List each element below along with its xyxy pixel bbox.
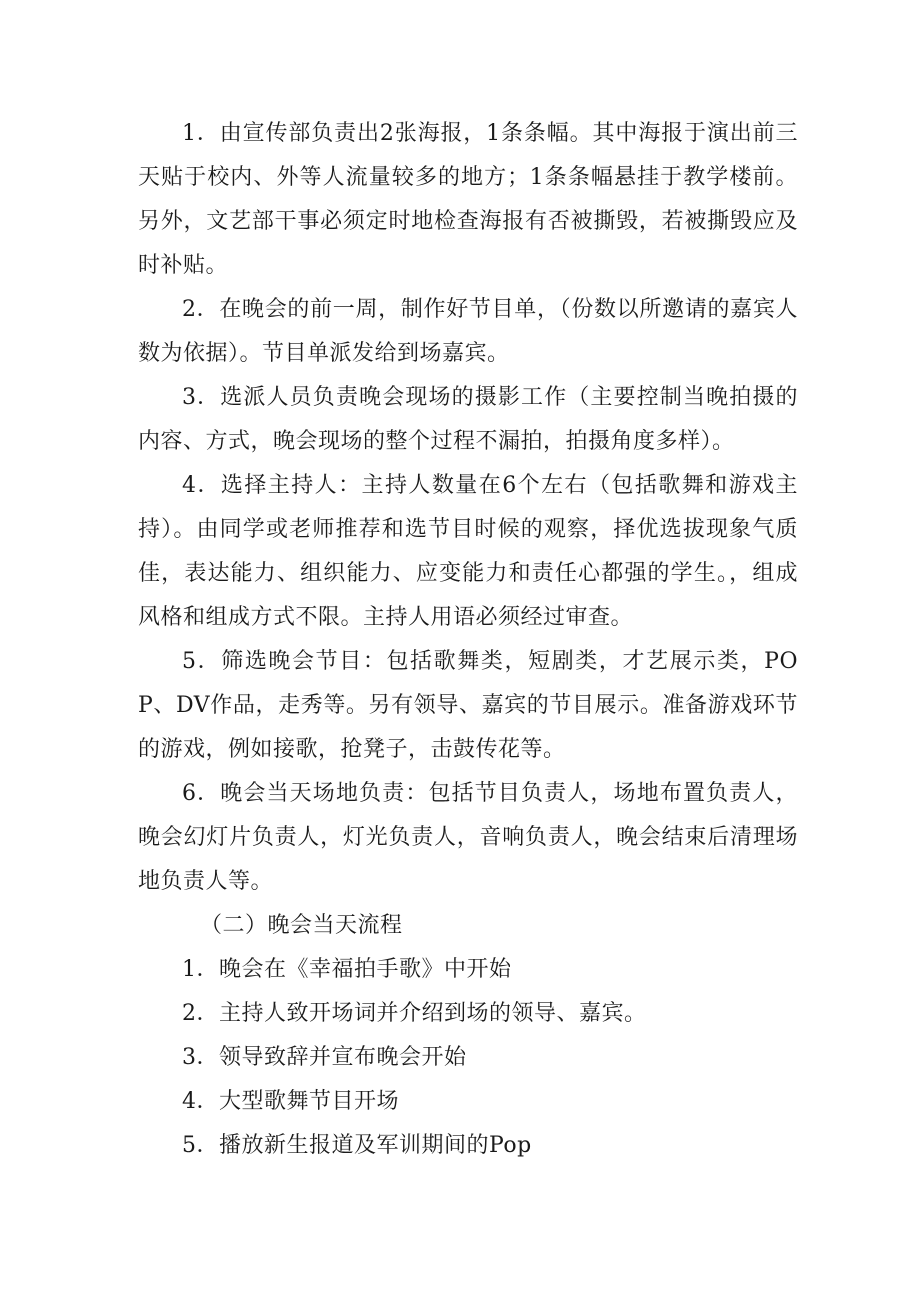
section-title: （二）晚会当天流程 xyxy=(200,913,403,938)
document-page xyxy=(138,112,798,1168)
flow-item-5: 5．播放新生报道及军训期间的Pop xyxy=(182,1133,532,1158)
prep-item-2: 2．在晚会的前一周，制作好节目单，（份数以所邀请的嘉宾人数为依据）。节目单派发给到场嘉宾。 xyxy=(138,297,798,366)
flow-item-4: 4．大型歌舞节目开场 xyxy=(182,1089,399,1114)
prep-item-5: 5．筛选晚会节目：包括歌舞类，短剧类，才艺展示类，POP、DV作品，走秀等。另有领导、嘉宾的节目展示。准备游戏环节的游戏，例如接歌，抢凳子，击鼓传花等。 xyxy=(138,649,798,762)
prep-item-4: 4．选择主持人：主持人数量在6个左右（包括歌舞和游戏主持）。由同学或老师推荐和选节目时候的观察，择优选拔现象气质佳，表达能力、组织能力、应变能力和责任心都强的学生。，组成风格和组成方式不限。主持人用语必须经过审查。 xyxy=(138,473,798,630)
prep-item-1: 1．由宣传部负责出2张海报，1条条幅。其中海报于演出前三天贴于校内、外等人流量较多的地方；1条条幅悬挂于教学楼前。另外，文艺部干事必须定时地检查海报有否被撕毁，若被撕毁应及时补贴。 xyxy=(138,121,798,278)
prep-item-6: 6．晚会当天场地负责：包括节目负责人，场地布置负责人，晚会幻灯片负责人，灯光负责人，音响负责人，晚会结束后清理场地负责人等。 xyxy=(138,781,798,894)
flow-item-1: 1．晚会在《幸福拍手歌》中开始 xyxy=(182,957,512,982)
flow-item-2: 2．主持人致开场词并介绍到场的领导、嘉宾。 xyxy=(182,1001,647,1026)
flow-item-3: 3．领导致辞并宣布晚会开始 xyxy=(182,1045,467,1070)
prep-item-3: 3．选派人员负责晚会现场的摄影工作（主要控制当晚拍摄的内容、方式，晚会现场的整个过程不漏拍，拍摄角度多样）。 xyxy=(138,385,798,454)
